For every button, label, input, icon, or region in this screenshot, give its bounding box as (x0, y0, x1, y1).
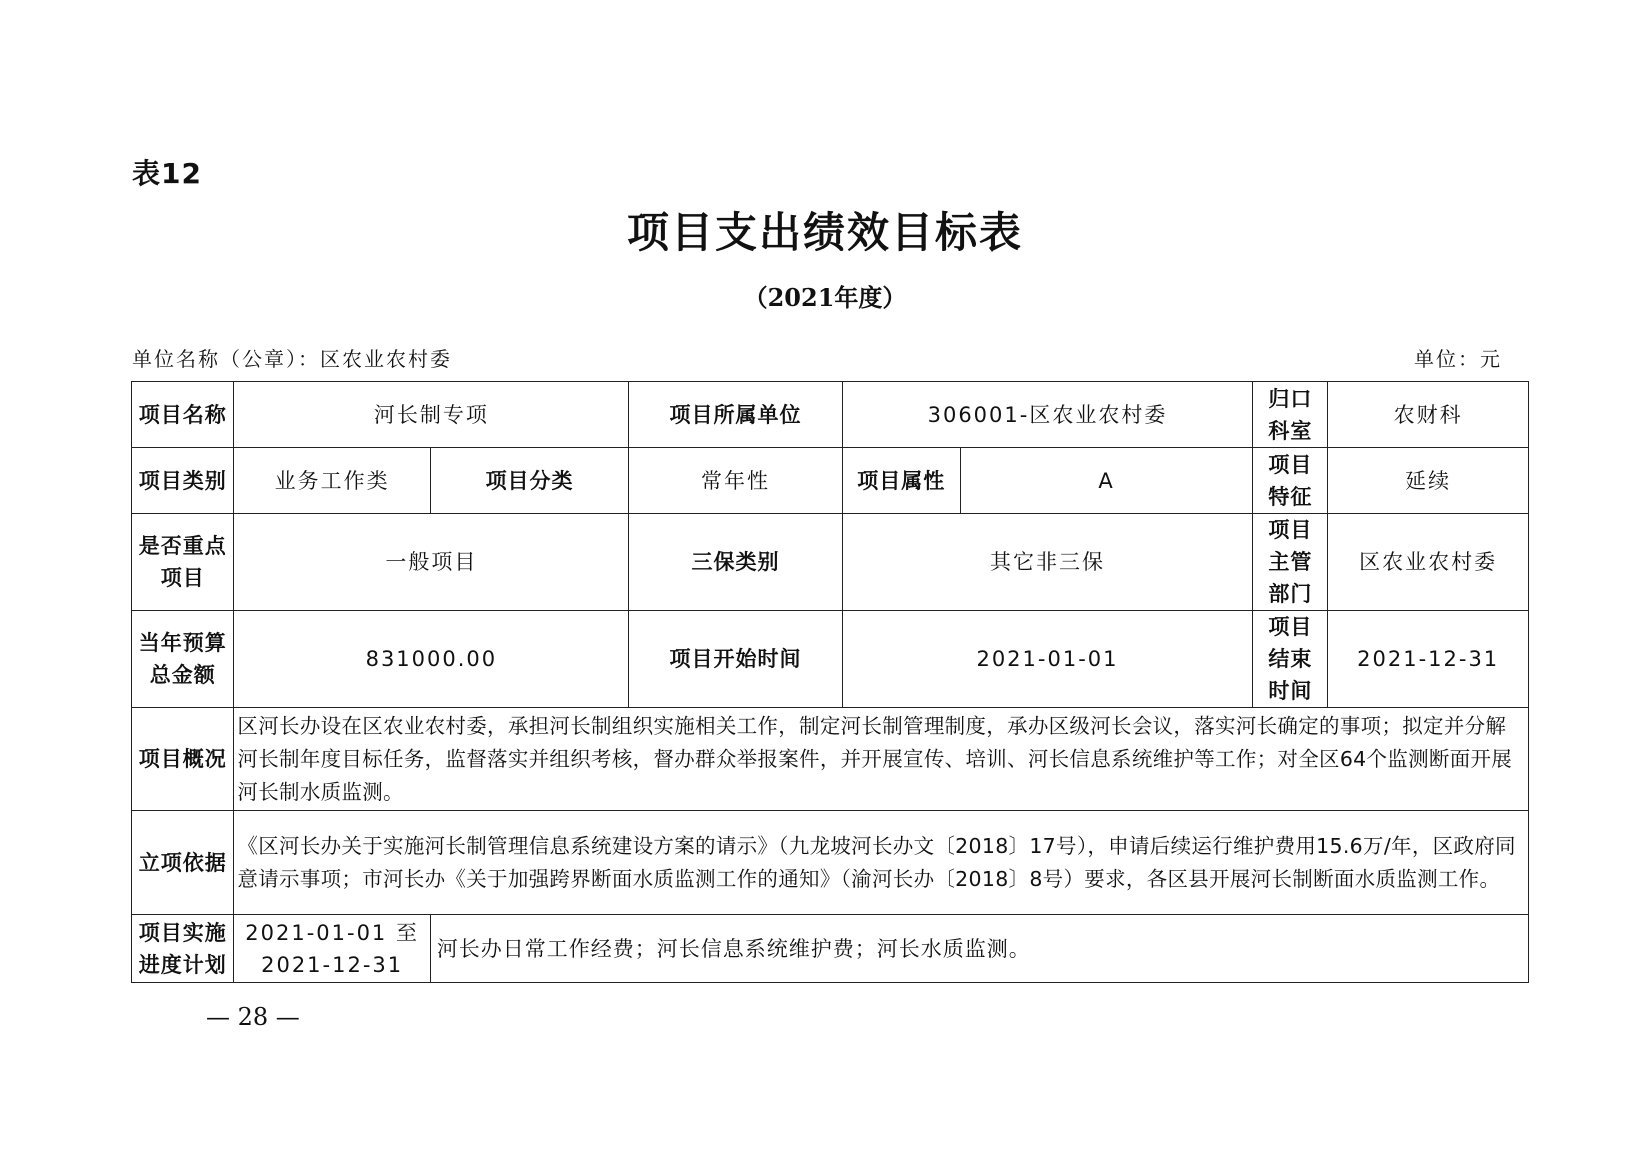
project-attribute-value: A (960, 448, 1252, 514)
table-row (132, 811, 1529, 915)
page-number: — 28 — (206, 1003, 300, 1031)
office-label: 归口科室 (1253, 382, 1328, 448)
project-name-label: 项目名称 (132, 382, 234, 448)
currency-unit: 单位：元 (1414, 347, 1502, 371)
performance-table (131, 381, 1529, 983)
budget-label: 当年预算总金额 (132, 611, 234, 708)
table-row (132, 382, 1529, 448)
table-row (132, 708, 1529, 811)
project-category-value: 常年性 (629, 448, 842, 514)
basis-text: 《区河长办关于实施河长制管理信息系统建设方案的请示》（九龙坡河长办文〔2018〕17号），申请后续运行维护费用15.6万/年，区政府同意请示事项；市河长办《关于加强跨界断面水质监测工作的通知》（渝河长办〔2018〕8号）要求，各区县开展河长制断面水质监测工作。 (234, 811, 1529, 915)
plan-label: 项目实施进度计划 (132, 915, 234, 983)
table-row (132, 915, 1529, 983)
document-title: 项目支出绩效目标表 (626, 208, 1023, 257)
supervisor-label: 项目主管部门 (1253, 514, 1328, 611)
unit-name: 单位名称（公章）：区农业农村委 (132, 347, 452, 371)
project-feature-value: 延续 (1328, 448, 1529, 514)
table-row (132, 448, 1529, 514)
project-attribute-label: 项目属性 (842, 448, 960, 514)
plan-content: 河长办日常工作经费；河长信息系统维护费；河长水质监测。 (430, 915, 1528, 983)
project-feature-label: 项目特征 (1253, 448, 1328, 514)
budget-value: 831000.00 (234, 611, 629, 708)
key-project-label: 是否重点项目 (132, 514, 234, 611)
supervisor-value: 区农业农村委 (1328, 514, 1529, 611)
table-row (132, 514, 1529, 611)
sanbao-label: 三保类别 (629, 514, 842, 611)
project-name-value: 河长制专项 (234, 382, 629, 448)
table-number-label: 表12 (132, 157, 202, 190)
project-type-value: 业务工作类 (234, 448, 430, 514)
office-value: 农财科 (1328, 382, 1529, 448)
table-row (132, 611, 1529, 708)
end-time-label: 项目结束时间 (1253, 611, 1328, 708)
start-time-value: 2021-01-01 (842, 611, 1253, 708)
project-dept-label: 项目所属单位 (629, 382, 842, 448)
sanbao-value: 其它非三保 (842, 514, 1253, 611)
document-subtitle: （2021年度） (743, 283, 907, 312)
key-project-value: 一般项目 (234, 514, 629, 611)
overview-text: 区河长办设在区农业农村委，承担河长制组织实施相关工作，制定河长制管理制度，承办区级河长会议，落实河长确定的事项；拟定并分解河长制年度目标任务，监督落实并组织考核，督办群众举报案件，并开展宣传、培训、河长信息系统维护等工作；对全区64个监测断面开展河长制水质监测。 (234, 708, 1529, 811)
project-type-label: 项目类别 (132, 448, 234, 514)
end-time-value: 2021-12-31 (1328, 611, 1529, 708)
project-category-label: 项目分类 (430, 448, 629, 514)
start-time-label: 项目开始时间 (629, 611, 842, 708)
overview-label: 项目概况 (132, 708, 234, 811)
plan-period: 2021-01-01 至 2021-12-31 (234, 915, 430, 983)
basis-label: 立项依据 (132, 811, 234, 915)
project-dept-value: 306001-区农业农村委 (842, 382, 1253, 448)
